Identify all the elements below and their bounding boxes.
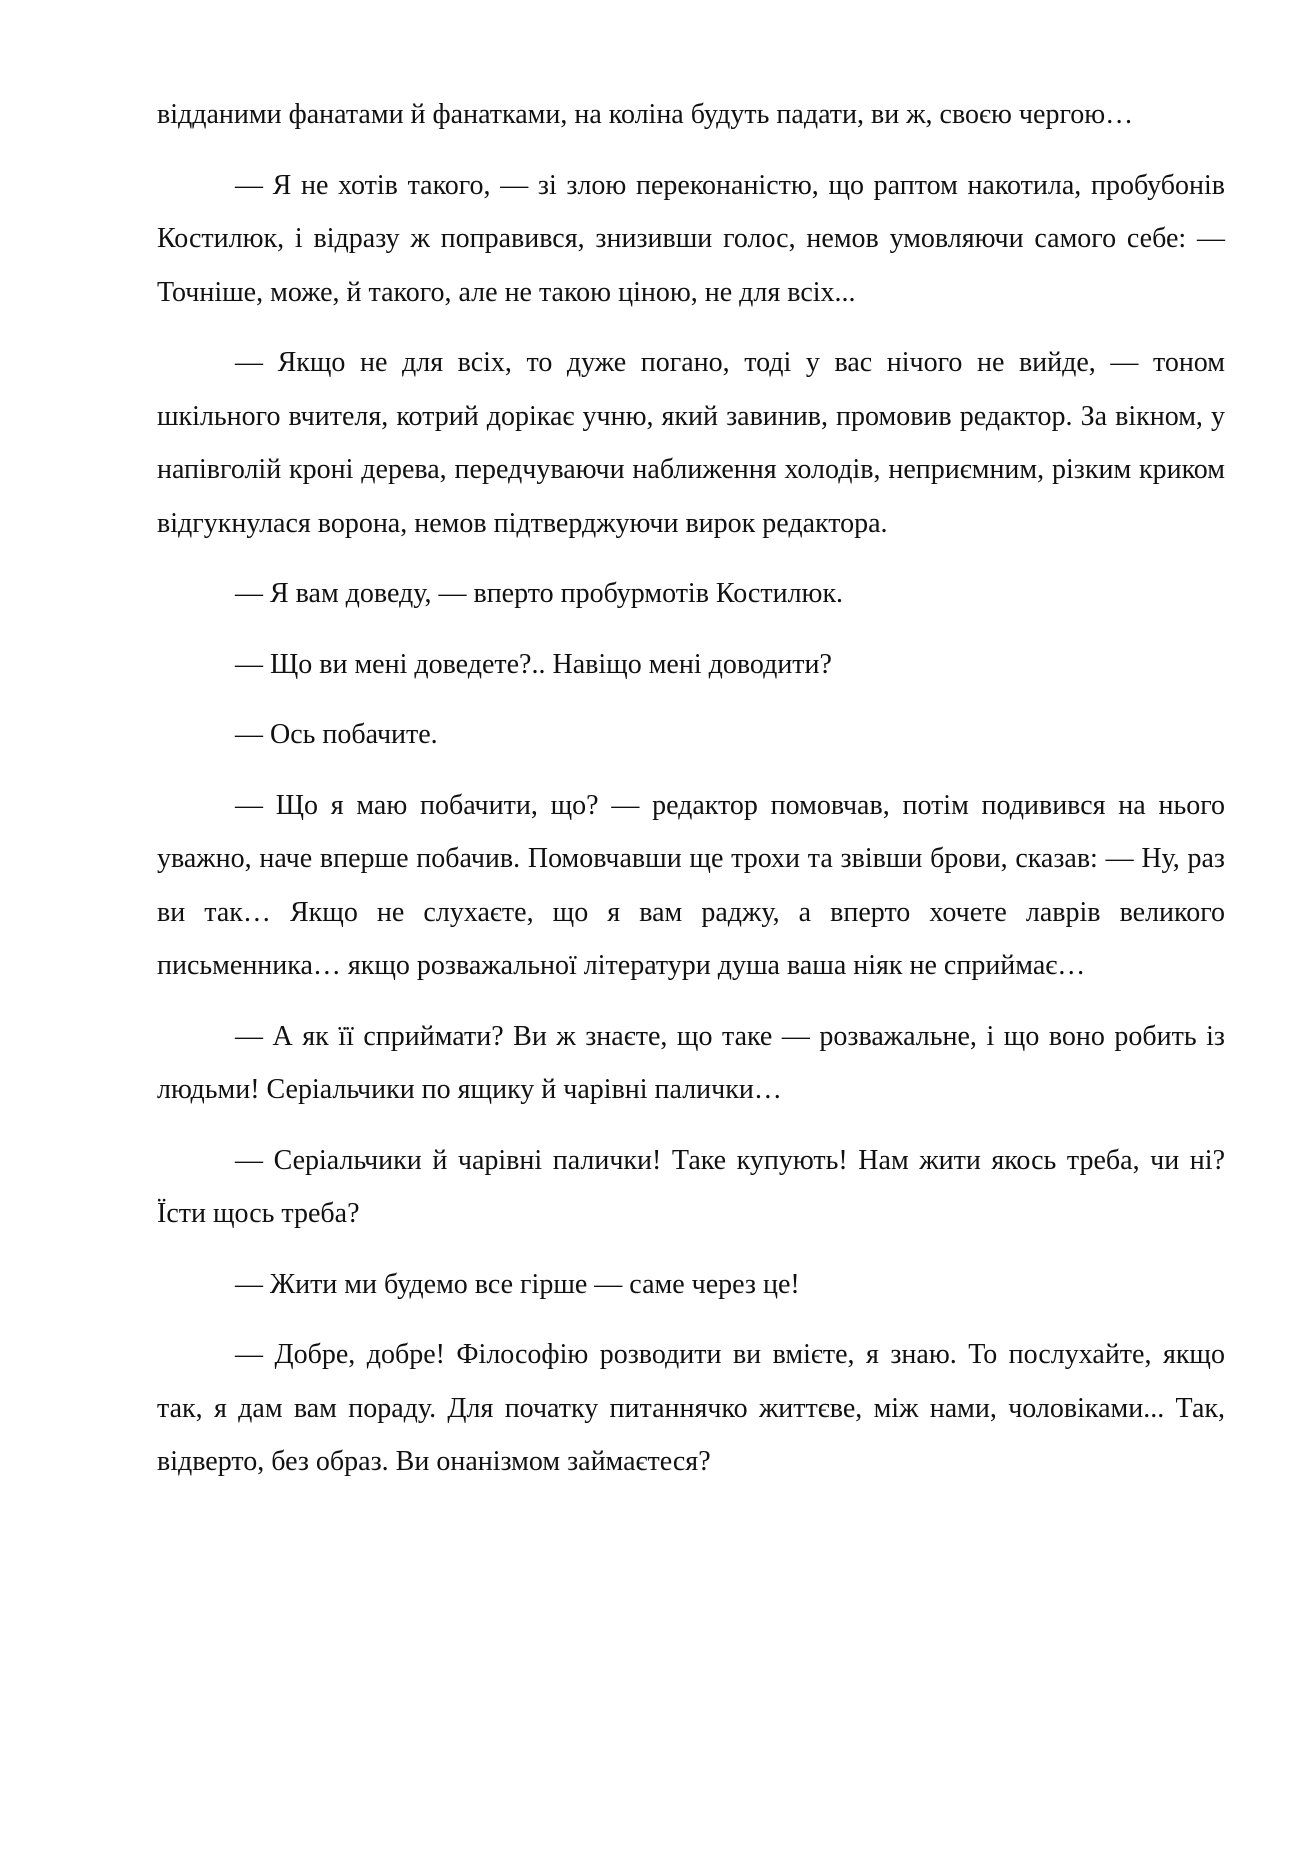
paragraph-7: — Що я маю побачити, що? — редактор помовчав, потім подивився на нього уважно, наче вперше побачив. Помовчавши ще трохи та звівши брови, сказав: — Ну, раз ви так… Якщо не слухаєте, що я вам раджу, а вперто хочете лаврів великого письменника… якщо розважальної літератури душа ваша ніяк не сприймає… (157, 789, 1225, 981)
document-page (157, 88, 1225, 1489)
paragraph-5: — Що ви мені доведете?.. Навіщо мені доводити? (235, 648, 832, 680)
paragraph-3: — Якщо не для всіх, то дуже погано, тоді у вас нічого не вийде, — тоном шкільного вчителя, котрий дорікає учню, який завинив, промовив редактор. За вікном, у напівголій кроні дерева, передчуваючи наближення холодів, неприємним, різким криком відгукнулася ворона, немов підтверджуючи вирок редактора. (157, 347, 1225, 539)
paragraph-9: — Серіальчики й чарівні палички! Таке купують! Нам жити якось треба, чи ні? Їсти щось треба? (157, 1144, 1225, 1229)
paragraph-8: — А як її сприймати? Ви ж знаєте, що таке — розважальне, і що воно робить із людьми! Серіальчики по ящику й чарівні палички… (157, 1020, 1225, 1105)
paragraph-10: — Жити ми будемо все гірше — саме через це! (235, 1268, 800, 1300)
paragraph-1: відданими фанатами й фанатками, на коліна будуть падати, ви ж, своєю чергою… (157, 99, 1134, 130)
paragraph-6: — Ось побачите. (235, 719, 438, 750)
paragraph-4: — Я вам доведу, — вперто пробурмотів Костилюк. (235, 578, 844, 609)
paragraph-2: — Я не хотів такого, — зі злою переконаністю, що раптом накотила, пробубонів Костилюк, і відразу ж поправився, знизивши голос, немов умовляючи самого себе: — Точніше, може, й такого, але не такою ціною, не для всіх... (157, 169, 1225, 308)
paragraph-11: — Добре, добре! Філософію розводити ви вмієте, я знаю. То послухайте, якщо так, я дам вам пораду. Для початку питаннячко життєве, між нами, чоловіками... Так, відверто, без образ. Ви онанізмом займаєтеся? (157, 1339, 1225, 1477)
